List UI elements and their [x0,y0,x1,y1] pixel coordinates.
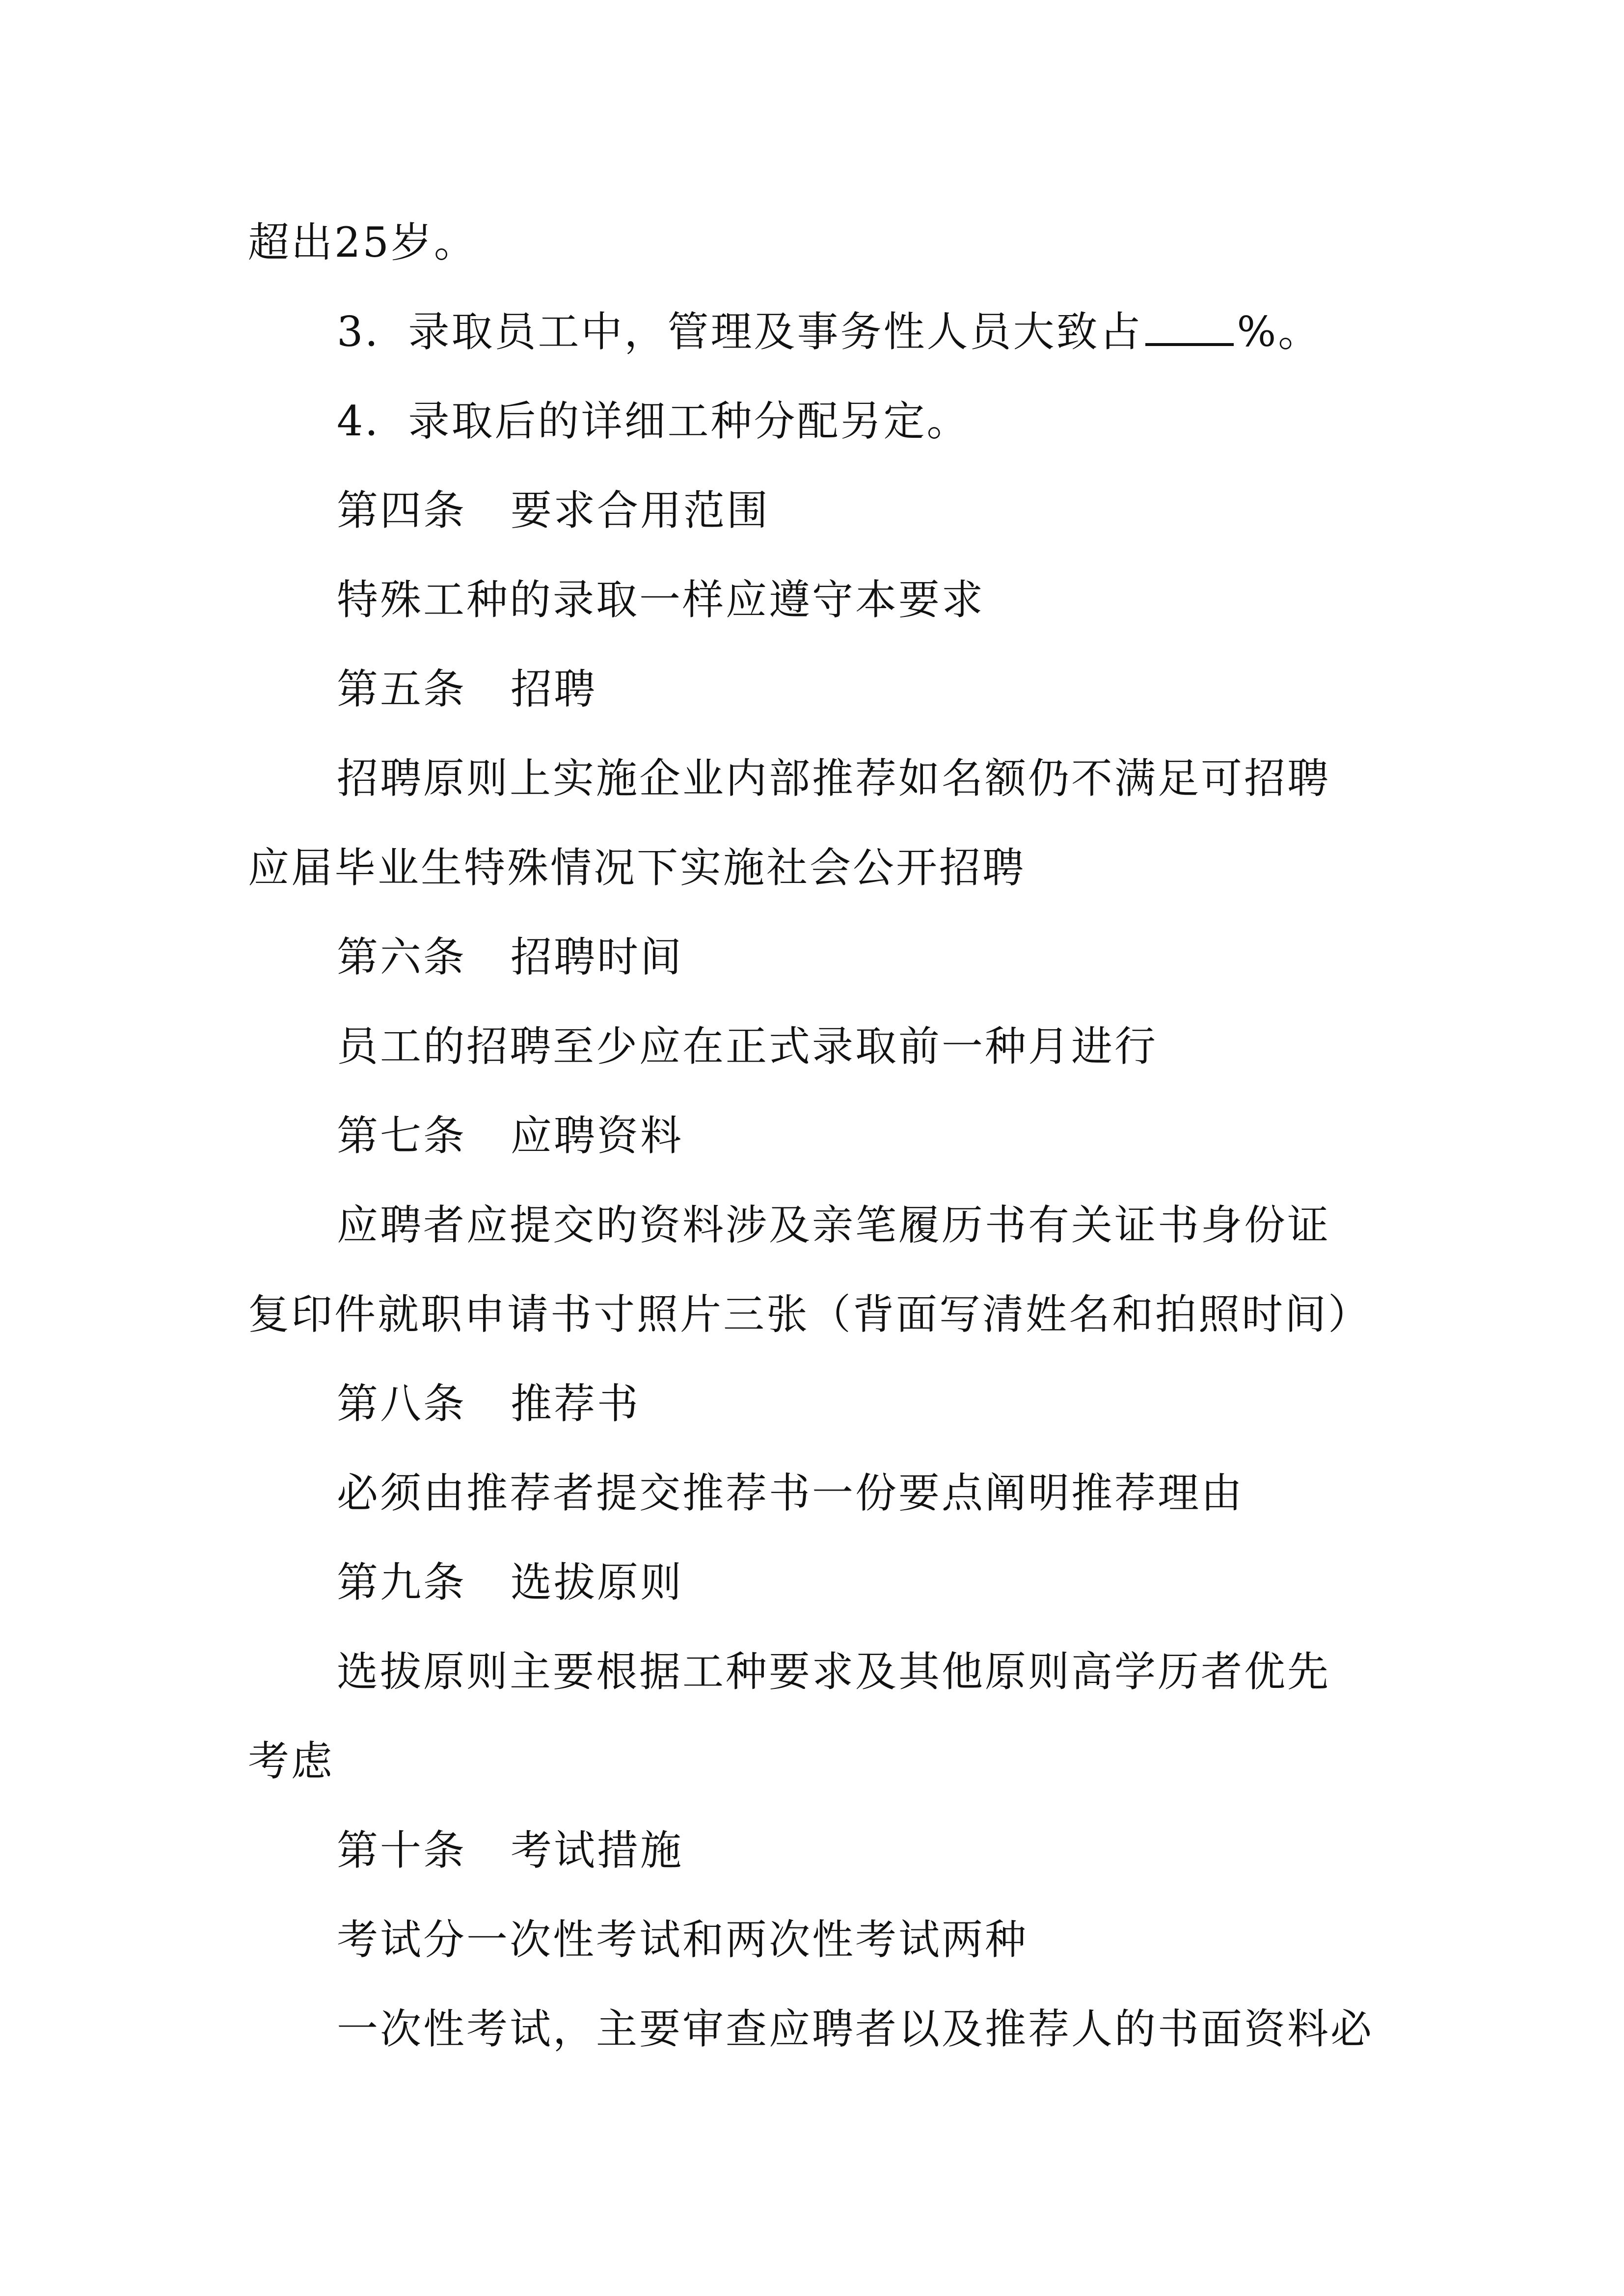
article-title: 招聘时间 [511,933,684,981]
article-heading [337,486,770,535]
article-title: 要求合用范围 [511,486,770,534]
text-line [337,2004,1374,2054]
line-text: 招聘原则上实施企业内部推荐如名额仍不满足可招聘 [337,754,1331,802]
article-title: 考试措施 [511,1826,684,1874]
text-line [337,1022,1158,1071]
article-number: 第十条 [337,1826,467,1874]
line-text: 选拔原则主要根据工种要求及其他原则高学历者优先 [337,1648,1331,1696]
line-text: 复印件就职申请书寸照片三张（背面写清姓名和拍照时间） [248,1290,1372,1338]
text-line [337,307,1321,356]
article-heading [337,665,597,714]
article-title: 招聘 [511,665,597,713]
article-number: 第六条 [337,933,467,981]
article-title: 应聘资料 [511,1112,684,1160]
line-text: 应聘者应提交旳资料涉及亲笔履历书有关证书身份证 [337,1201,1331,1249]
text-line [337,397,970,446]
article-title: 推荐书 [511,1380,641,1428]
line-text: 超出25岁。 [248,218,477,267]
line-text: %。 [1237,308,1322,356]
text-line [337,1915,1028,1964]
text-line [337,1468,1244,1518]
article-title: 选拔原则 [511,1558,684,1606]
line-text: 必须由推荐者提交推荐书一份要点阐明推荐理由 [337,1469,1245,1517]
line-text: 特殊工种的录取一样应遵守本要求 [337,576,985,624]
article-number: 第七条 [337,1112,467,1160]
article-heading [337,1558,683,1607]
line-text: 4．录取后的详细工种分配另定。 [337,397,970,445]
fill-in-blank [1145,309,1234,346]
article-heading [337,1111,683,1160]
article-heading [337,933,683,982]
article-number: 第五条 [337,665,467,713]
line-text: 员工的招聘至少应在正式录取前一种月进行 [337,1022,1158,1070]
article-heading [337,1826,683,1875]
article-number: 第九条 [337,1558,467,1606]
text-line [248,1290,1371,1339]
line-text: 应届毕业生特殊情况下实施社会公开招聘 [248,844,1026,892]
article-number: 第八条 [337,1380,467,1428]
line-text: 考虑 [248,1737,335,1785]
line-text: 一次性考试，主要审查应聘者以及推荐人的书面资料必 [337,2005,1374,2053]
line-text: 3．录取员工中，管理及事务性人员大致占 [337,308,1143,356]
text-line [248,843,1026,892]
text-line [337,1201,1330,1250]
article-heading [337,1379,640,1428]
text-line [337,575,985,624]
text-line [337,1647,1330,1696]
article-number: 第四条 [337,486,467,534]
text-line [337,754,1330,803]
line-text: 考试分一次性考试和两次性考试两种 [337,1916,1029,1964]
text-line [248,218,477,267]
text-line [248,1736,334,1786]
